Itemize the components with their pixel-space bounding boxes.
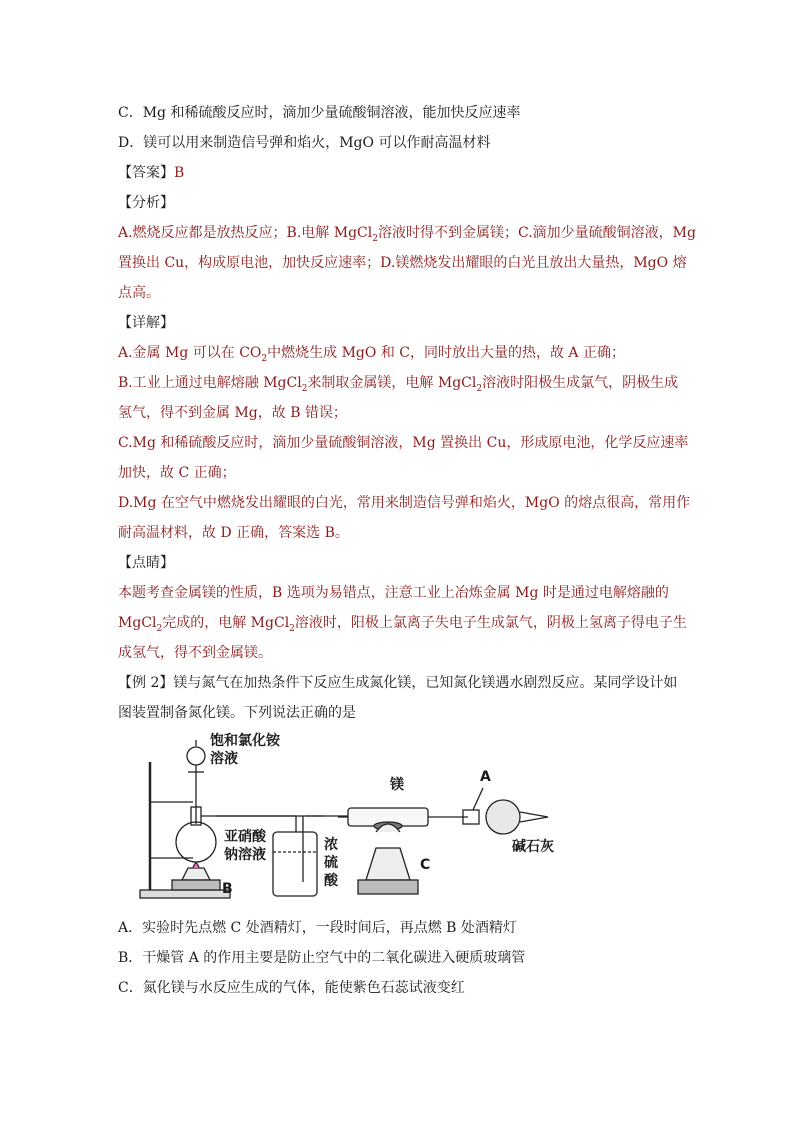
label-soda-lime: 碱石灰 (512, 839, 554, 855)
detail-b-1: B.工业上通过电解熔融 MgCl$_2$来制取金属镁，电解 MgCl$_2$溶液时阳极生成氯气，阴极生成 (118, 375, 679, 394)
label-drying-tube-a: A (480, 769, 491, 785)
detail-d-1: D.Mg 在空气中燃烧发出耀眼的白光，常用来制造信号弹和焰火，MgO 的熔点很高，常用作 (118, 495, 691, 511)
analysis-line-3: 点高。 (118, 285, 160, 301)
answer-tag: 【答案】 (118, 165, 174, 181)
label-nitrite-1: 亚硝酸 (224, 829, 266, 845)
label-acid-3: 酸 (324, 873, 338, 889)
analysis-line-2: 置换出 Cu，构成原电池，加快反应速率；D.镁燃烧发出耀眼的白光且放出大量热，MgO 熔 (118, 255, 687, 271)
answer-line (118, 158, 688, 188)
label-flask-solution-2: 溶液 (210, 751, 238, 767)
option-a-bottom: A．实验时先点燃 C 处酒精灯，一段时间后，再点燃 B 处酒精灯 (118, 920, 517, 936)
detail-c-1: C.Mg 和稀硫酸反应时，滴加少量硫酸铜溶液，Mg 置换出 Cu，形成原电池，化学反应速率 (118, 435, 689, 451)
label-acid-2: 硫 (324, 855, 338, 871)
label-acid-1: 浓 (324, 837, 338, 853)
option-c-bottom: C．氮化镁与水反应生成的气体，能使紫色石蕊试液变红 (118, 980, 465, 996)
label-burner-c: C (420, 857, 431, 873)
detail-d-2: 耐高温材料，故 D 正确，答案选 B。 (118, 525, 349, 541)
apparatus-figure (138, 732, 568, 907)
label-flask-solution-1: 饱和氯化铵 (210, 733, 280, 749)
analysis-tag: 【分析】 (118, 195, 174, 211)
label-burner-b: B (222, 881, 233, 897)
tips-line-2: MgCl$_2$完成的，电解 MgCl$_2$溶液时，阳极上氯离子失电子生成氯气，阴极上氢离子得电子生 (118, 615, 687, 634)
label-nitrite-2: 钠溶液 (224, 847, 266, 863)
tips-line-3: 成氢气，得不到金属镁。 (118, 645, 272, 661)
tips-line-1: 本题考查金属镁的性质，B 选项为易错点，注意工业上冶炼金属 Mg 时是通过电解熔融的 (118, 585, 669, 601)
example-line-2: 图装置制备氮化镁。下列说法正确的是 (118, 705, 356, 721)
answer-value: B (174, 165, 185, 181)
apparatus-drawing (138, 732, 568, 907)
option-b-bottom: B．干燥管 A 的作用主要是防止空气中的二氧化碳进入硬质玻璃管 (118, 950, 526, 966)
option-d-top: D．镁可以用来制造信号弹和焰火，MgO 可以作耐高温材料 (118, 135, 491, 151)
analysis-line-1: A.燃烧反应都是放热反应；B.电解 MgCl$_2$溶液时得不到金属镁；C.滴加少量硫酸铜溶液，Mg (118, 225, 696, 244)
detail-c-2: 加快，故 C 正确； (118, 465, 236, 481)
detail-a: A.金属 Mg 可以在 $CO_2$中燃烧生成 MgO 和 C，同时放出大量的热，故 A 正确； (118, 345, 625, 364)
tips-tag: 【点睛】 (118, 555, 174, 571)
detail-b-2: 氢气，得不到金属 Mg，故 B 错误； (118, 405, 347, 421)
option-c-top: C．Mg 和稀硫酸反应时，滴加少量硫酸铜溶液，能加快反应速率 (118, 105, 521, 121)
example-line-1: 【例 2】镁与氮气在加热条件下反应生成氮化镁，已知氮化镁遇水剧烈反应。某同学设计如 (118, 675, 678, 691)
document-page (118, 98, 696, 1003)
label-magnesium: 镁 (390, 777, 404, 793)
detail-tag: 【详解】 (118, 315, 174, 331)
